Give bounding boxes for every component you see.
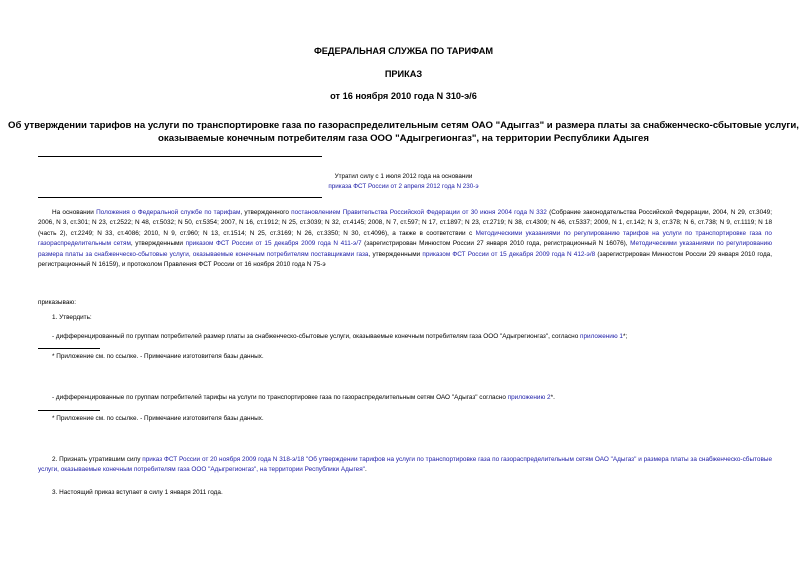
preamble-paragraph	[38, 208, 772, 270]
bullet-1	[52, 332, 627, 341]
preamble-text-4: , утвержденными	[130, 240, 186, 248]
bullet-1-end: *;	[622, 333, 628, 340]
methodical-guidelines-supply-link[interactable]: Методическими указаниями по регулированию размера платы за снабженческо-сбытовые услуги, оказываемые конечным потребителям поставщиками газа	[38, 240, 772, 258]
government-resolution-link[interactable]: постановлением Правительства Российской Федерации от 30 июня 2004 года N 332	[291, 209, 547, 216]
preamble-text-2: , утвержденного	[240, 209, 292, 216]
title-line-2: оказываемые конечным потребителям газа ООО "Адыгрегионгаз", на территории Республики Адыгея	[158, 133, 649, 144]
item-3-text: 3. Настоящий приказ вступает в силу 1 января 2011 года.	[52, 489, 223, 496]
preamble-text-1: На основании	[52, 209, 97, 216]
methodical-guidelines-link[interactable]: Методическими указаниями по регулированию тарифов на услуги по транспортировке газа по газораспределительным сетям	[38, 229, 772, 248]
order-412-link[interactable]: приказом ФСТ России от 15 декабря 2009 года N 412-э/8	[422, 250, 596, 258]
item-2-paragraph	[38, 455, 772, 476]
doc-type-heading: ПРИКАЗ	[384, 69, 423, 79]
item-2-text: 2. Признать утратившим силу	[52, 456, 143, 463]
bullet-2-text: - дифференцированные по группам потребителей тарифы на услуги по транспортировке газа по газораспределительным сетям ОАО "Адыгаз" согласно	[52, 394, 508, 401]
preamble-text-7: (зарегистрирован Минюстом России 29 января 2010 года, регистрационный N 16159), и протоколом Правления ФСТ России от 16 ноября 2010 года N 75-э	[38, 250, 772, 269]
preamble-text-3: (Собрание законодательства Российской Федерации, 2004, N 29, ст.3049; 2006, N 3, ст.301; N 23, ст.2522; N 48, ст.5032; N 50, ст.5354; 2007, N 16, ст.1912; N 25, ст.3039; N 32, ст.4145; 2008, N 7, ст.597; N 17, ст.1897; N 23, ст.2719; N 38, ст.4309; N 46, ст.5337; 2009, N 1, ст.142; N 3, ст.378; N 6, ст.738; N 9, ст.1119; N 18 (часть 2), ст.2249; N 33, ст.4086; 2010, N 9, ст.960; N 13, ст.1514; N 25, ст.3169; N 26, ст.3350; N 30, ст.4096), а также в соответствии с	[38, 209, 773, 237]
status-text: Утратил силу с 1 июля 2012 года на основании	[334, 173, 473, 180]
appendix-1-link[interactable]: приложению 1	[580, 333, 623, 340]
repeal-order-link[interactable]: приказа ФСТ России от 2 апреля 2012 года N 230-э	[328, 183, 479, 190]
appendix-2-link[interactable]: приложению 2	[507, 394, 551, 401]
status-link-wrap	[0, 182, 807, 192]
footnote-divider-2	[38, 410, 100, 411]
repealed-order-318-link[interactable]: приказ ФСТ России от 20 ноября 2009 года N 318-э/18 "Об утверждении тарифов на услуги по транспортировке газа по газораспределительным сетям ОАО "Адыгаз" и размера платы за снабженческо-сбытовые услуги, оказываемые конечным потребителям газа ООО "Адыгрегионгаз", на территории Республики Адыгея"	[38, 456, 772, 474]
bullet-2	[52, 393, 555, 402]
bullet-2-end: *.	[550, 394, 555, 401]
agency-heading: ФЕДЕРАЛЬНАЯ СЛУЖБА ПО ТАРИФАМ	[313, 46, 494, 56]
bullet-1-text: - дифференцированный по группам потребителей размер платы за снабженческо-сбытовые услуги, оказываемые конечным потребителям газа ООО "Адыгрегионгаз", согласно	[52, 333, 581, 340]
preamble-text-6: , утвержденными	[368, 250, 423, 258]
date-number-heading: от 16 ноября 2010 года N 310-э/6	[330, 91, 477, 101]
footnote-divider-1	[38, 348, 100, 349]
divider-bottom	[38, 197, 322, 198]
footnote-1: * Приложение см. по ссылке. - Примечание изготовителя базы данных.	[52, 353, 264, 360]
prikazyvayu-text: приказываю:	[38, 299, 76, 306]
regulation-fst-link[interactable]: Положения о Федеральной службе по тарифам	[96, 209, 241, 216]
footnote-2: * Приложение см. по ссылке. - Примечание изготовителя базы данных.	[52, 415, 264, 422]
preamble-text-5: (зарегистрирован Минюстом России 27 января 2010 года, регистрационный N 16076),	[361, 240, 631, 248]
item-2-end: .	[364, 466, 367, 474]
divider-top	[38, 156, 322, 157]
title-line-1: Об утверждении тарифов на услуги по транспортировке газа по газораспределительным сетям ОАО "Адыггаз" и размера платы за снабженческо-сбытовые услуги,	[8, 120, 799, 131]
order-411-link[interactable]: приказом ФСТ России от 15 декабря 2009 года N 411-э/7	[185, 240, 362, 248]
item-1-text: 1. Утвердить:	[52, 314, 92, 321]
